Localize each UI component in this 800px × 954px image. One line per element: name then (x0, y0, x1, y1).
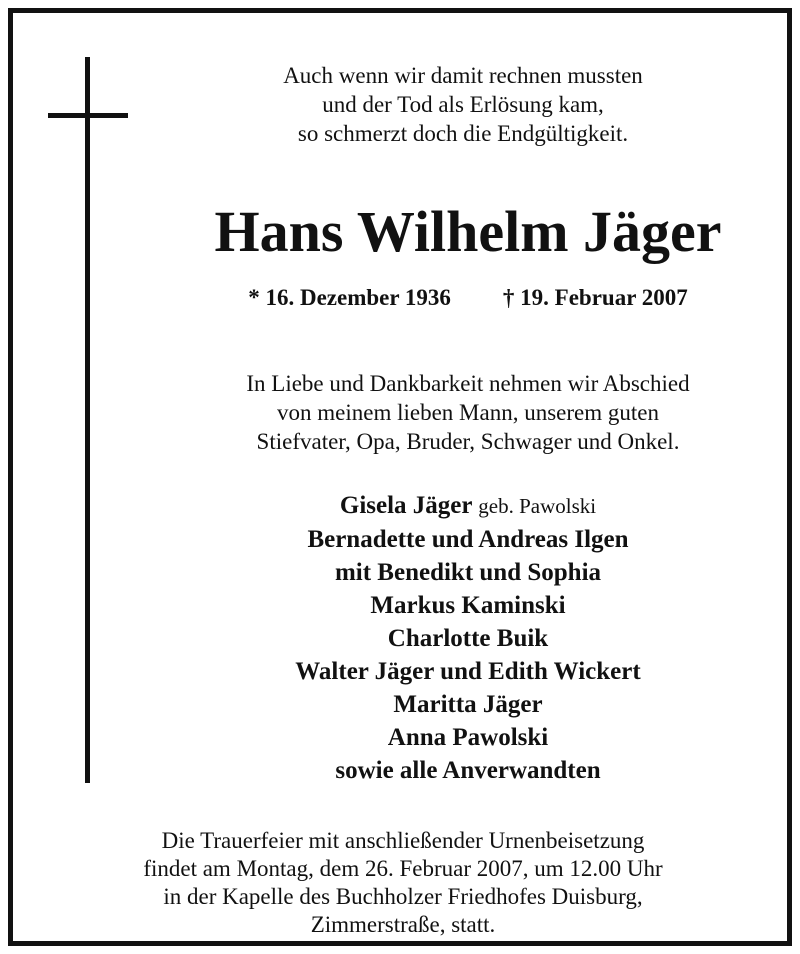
mourner-line: Charlotte Buik (387, 625, 549, 652)
birth-date: * 16. Dezember 1936 (248, 285, 451, 310)
mourner-line: Bernadette und Andreas Ilgen (307, 526, 629, 553)
mourner-line: mit Benedikt und Sophia (334, 559, 602, 586)
mourner-line: Walter Jäger und Edith Wickert (295, 658, 641, 685)
service-line: findet am Montag, dem 26. Februar 2007, um 12.00 Uhr (143, 856, 663, 881)
farewell-line: von meinem lieben Mann, unserem guten (277, 400, 659, 425)
widow-nee: geb. Pawolski (478, 494, 597, 518)
deceased-name: Hans Wilhelm Jäger (214, 199, 722, 264)
cross-icon-vertical (85, 57, 90, 783)
service-line: Die Trauerfeier mit anschließender Urnenbeisetzung (161, 828, 645, 853)
mourner-line: Anna Pawolski (387, 724, 549, 751)
widow-name: Gisela Jäger (339, 492, 473, 519)
service-info (33, 827, 773, 939)
mourner-line: Maritta Jäger (393, 691, 543, 718)
farewell-line: Stiefvater, Opa, Bruder, Schwager und Onkel. (256, 429, 680, 454)
service-line: in der Kapelle des Buchholzer Friedhofes Duisburg, (163, 884, 643, 909)
verse-line: Auch wenn wir damit rechnen mussten (283, 63, 643, 88)
death-date: † 19. Februar 2007 (502, 285, 688, 310)
verse-line: so schmerzt doch die Endgültigkeit. (297, 121, 629, 146)
verse-line: und der Tod als Erlösung kam, (322, 92, 604, 117)
farewell-line: In Liebe und Dankbarkeit nehmen wir Abschied (246, 371, 690, 396)
mourner-widow (163, 489, 773, 523)
mourners-list (163, 489, 773, 787)
obituary-frame (8, 8, 792, 946)
life-dates (163, 283, 773, 313)
mourner-line: sowie alle Anverwandten (335, 757, 601, 784)
service-line: Zimmerstraße, statt. (310, 912, 496, 937)
farewell-text (163, 369, 773, 456)
cross-icon-horizontal (48, 113, 128, 118)
mourner-line: Markus Kaminski (370, 592, 566, 619)
verse (183, 61, 743, 148)
